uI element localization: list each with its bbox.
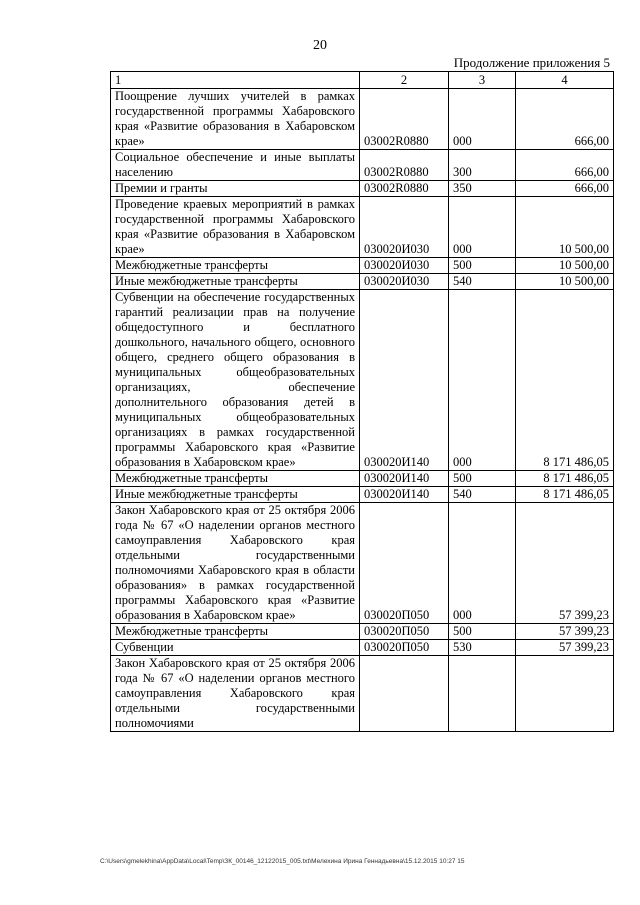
table-row [111, 290, 614, 471]
column-header-2: 2 [360, 72, 449, 89]
row-type-cell: 500 [449, 471, 516, 487]
row-code-cell: 03002R0880 [360, 150, 449, 181]
row-type-cell: 540 [449, 487, 516, 503]
row-name-cell: Поощрение лучших учителей в рамках государственной программы Хабаровского края «Развитие образования в Хабаровском крае» [111, 89, 360, 150]
table-row [111, 258, 614, 274]
column-header-1: 1 [111, 72, 360, 89]
row-name-cell: Субвенции [111, 640, 360, 656]
table-row [111, 89, 614, 150]
row-amount-cell: 666,00 [516, 89, 614, 150]
table-row [111, 640, 614, 656]
file-path-footer: C:\Users\gmelekhina\AppData\Local\Temp\ЗК_00146_12122015_005.txt\Мелехина Ирина Геннадьевна\15.12.2015 10:27 15 [100, 858, 465, 865]
row-name-cell: Социальное обеспечение и иные выплаты населению [111, 150, 360, 181]
table-row [111, 150, 614, 181]
table-row [111, 471, 614, 487]
continuation-caption: Продолжение приложения 5 [453, 55, 610, 70]
row-amount-cell: 57 399,23 [516, 624, 614, 640]
table-row [111, 274, 614, 290]
row-code-cell: 030020И030 [360, 274, 449, 290]
row-type-cell: 000 [449, 197, 516, 258]
row-name-cell: Премии и гранты [111, 181, 360, 197]
row-name-cell: Межбюджетные трансферты [111, 471, 360, 487]
row-code-cell: 030020И030 [360, 197, 449, 258]
table-row [111, 503, 614, 624]
table-row [111, 487, 614, 503]
row-name-cell: Иные межбюджетные трансферты [111, 274, 360, 290]
row-type-cell: 530 [449, 640, 516, 656]
row-code-cell: 030020П050 [360, 503, 449, 624]
table-row [111, 197, 614, 258]
column-header-3: 3 [449, 72, 516, 89]
row-type-cell: 000 [449, 290, 516, 471]
row-code-cell: 030020П050 [360, 624, 449, 640]
row-amount-cell: 8 171 486,05 [516, 487, 614, 503]
row-type-cell: 500 [449, 258, 516, 274]
row-amount-cell [516, 656, 614, 732]
row-name-cell: Проведение краевых мероприятий в рамках государственной программы Хабаровского края «Развитие образования в Хабаровском крае» [111, 197, 360, 258]
row-code-cell: 030020П050 [360, 640, 449, 656]
row-amount-cell: 8 171 486,05 [516, 290, 614, 471]
row-code-cell: 030020И140 [360, 487, 449, 503]
row-name-cell: Межбюджетные трансферты [111, 624, 360, 640]
page-number: 20 [313, 38, 327, 53]
row-code-cell [360, 656, 449, 732]
row-name-cell: Закон Хабаровского края от 25 октября 2006 года № 67 «О наделении органов местного самоуправления Хабаровского края отдельными государственными полномочиями [111, 656, 360, 732]
row-type-cell: 300 [449, 150, 516, 181]
row-type-cell: 000 [449, 503, 516, 624]
row-code-cell: 030020И140 [360, 471, 449, 487]
row-amount-cell: 666,00 [516, 150, 614, 181]
row-name-cell: Субвенции на обеспечение государственных гарантий реализации прав на получение общедоступного и бесплатного дошкольного, начального общего, основного общего, среднего общего образования в муниципальных общеобразовательных организациях, обеспечение дополнительного образования детей в муниципальных общеобразовательных организациях в рамках государственной программы Хабаровского края «Развитие образования в Хабаровском крае» [111, 290, 360, 471]
row-type-cell: 540 [449, 274, 516, 290]
row-type-cell [449, 656, 516, 732]
row-amount-cell: 10 500,00 [516, 197, 614, 258]
row-name-cell: Межбюджетные трансферты [111, 258, 360, 274]
row-amount-cell: 10 500,00 [516, 274, 614, 290]
row-type-cell: 350 [449, 181, 516, 197]
table-header-row [111, 72, 614, 89]
table-row [111, 624, 614, 640]
budget-table [110, 71, 614, 732]
table-row [111, 656, 614, 732]
row-amount-cell: 8 171 486,05 [516, 471, 614, 487]
row-name-cell: Закон Хабаровского края от 25 октября 2006 года № 67 «О наделении органов местного самоуправления Хабаровского края отдельными государственными полномочиями Хабаровского края в области образования» в рамках государственной программы Хабаровского края «Развитие образования в Хабаровском крае» [111, 503, 360, 624]
column-header-4: 4 [516, 72, 614, 89]
row-code-cell: 030020И030 [360, 258, 449, 274]
row-amount-cell: 10 500,00 [516, 258, 614, 274]
row-amount-cell: 57 399,23 [516, 640, 614, 656]
row-amount-cell: 57 399,23 [516, 503, 614, 624]
row-type-cell: 000 [449, 89, 516, 150]
row-code-cell: 030020И140 [360, 290, 449, 471]
row-amount-cell: 666,00 [516, 181, 614, 197]
table-row [111, 181, 614, 197]
row-code-cell: 03002R0880 [360, 181, 449, 197]
row-name-cell: Иные межбюджетные трансферты [111, 487, 360, 503]
row-type-cell: 500 [449, 624, 516, 640]
row-code-cell: 03002R0880 [360, 89, 449, 150]
